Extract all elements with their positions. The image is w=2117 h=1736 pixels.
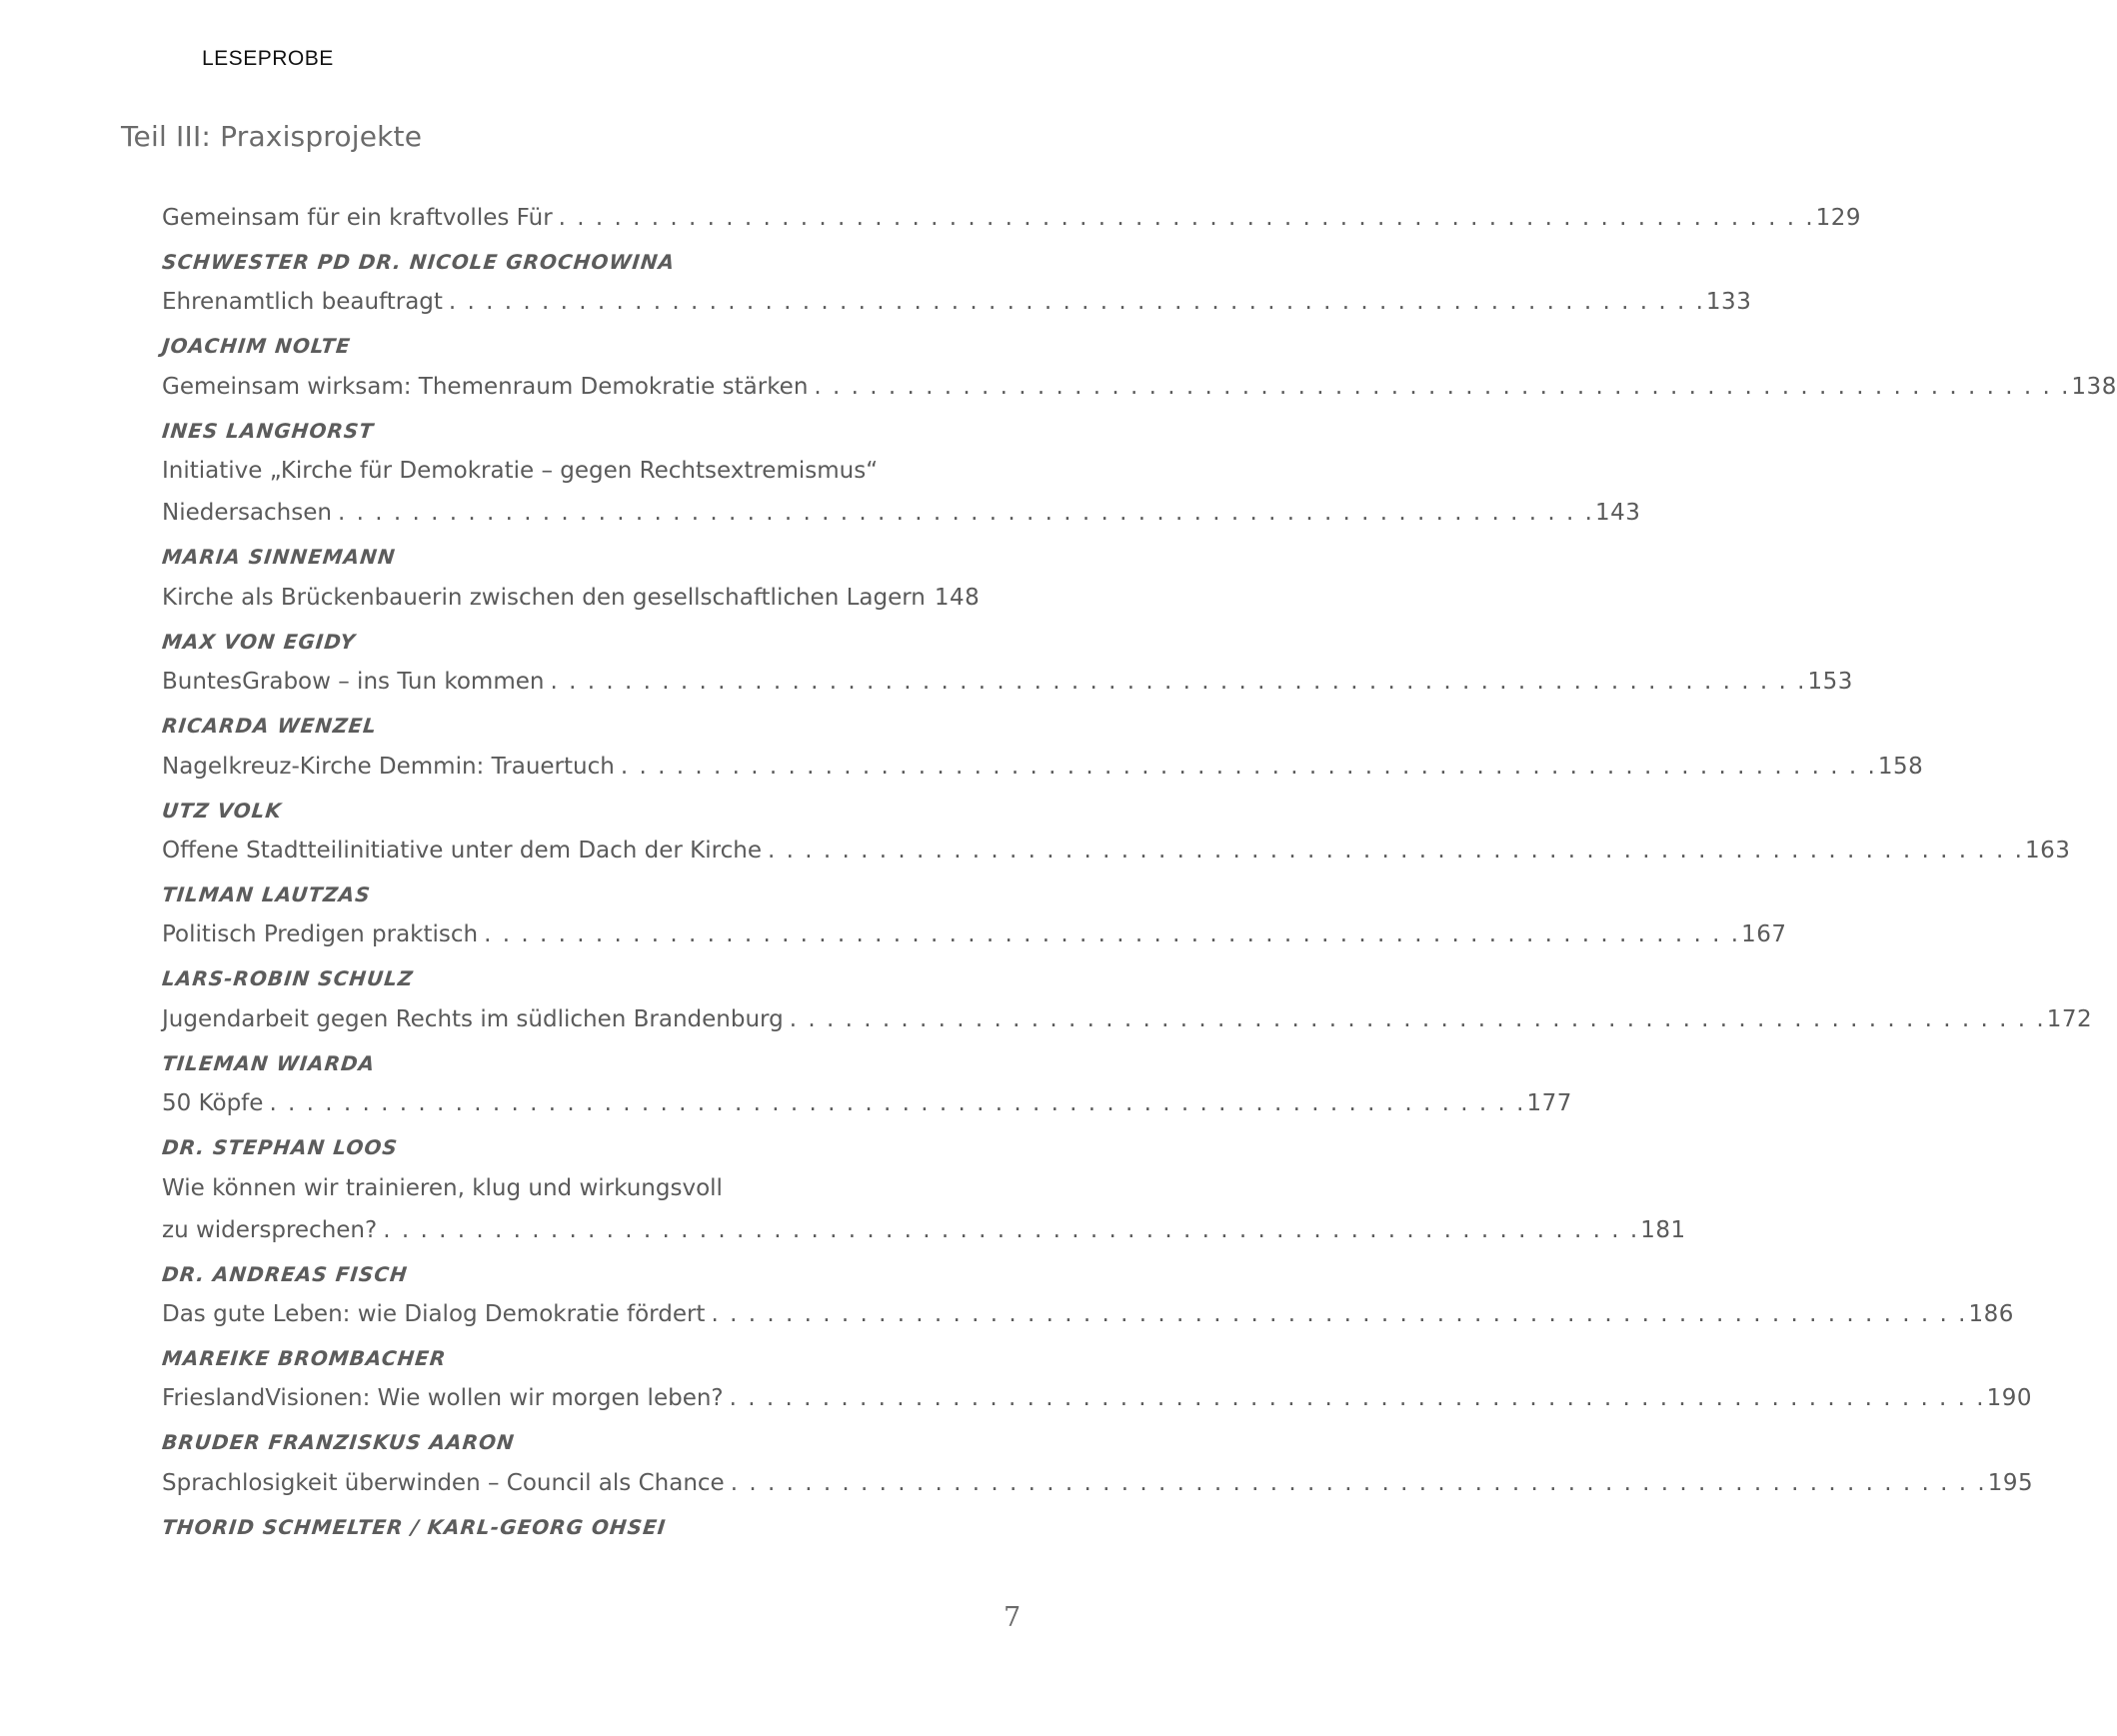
entry-title: Offene Stadtteilinitiative unter dem Dach der Kirche xyxy=(162,837,762,864)
entry-title: zu widersprechen? xyxy=(162,1216,378,1243)
entry-title: Sprachlosigkeit überwinden – Council als Chance xyxy=(162,1469,725,1496)
entry-author: MARIA SINNEMANN xyxy=(160,545,397,570)
leader-dots xyxy=(814,374,2068,400)
entry-author: INES LANGHORST xyxy=(160,418,376,443)
entry-title: Das gute Leben: wie Dialog Demokratie fördert xyxy=(162,1301,706,1328)
page-number: 7 xyxy=(1004,1602,1022,1633)
leader-dots xyxy=(621,754,1875,780)
leader-dots xyxy=(790,1006,2044,1032)
toc-entry[interactable] xyxy=(160,584,981,669)
leader-dots xyxy=(338,500,1592,526)
entry-page: 153 xyxy=(1807,669,1853,696)
leader-dots xyxy=(559,205,1813,231)
entry-page: 138 xyxy=(2071,373,2117,400)
entry-title: Ehrenamtlich beauftragt xyxy=(162,289,443,316)
entry-title-line1: Wie können wir trainieren, klug und wirkungsvoll xyxy=(162,1174,723,1201)
entry-author: UTZ VOLK xyxy=(160,798,284,823)
leader-dots xyxy=(383,1217,1637,1243)
entry-page: 195 xyxy=(1987,1469,2034,1496)
entry-author: SCHWESTER PD DR. NICOLE GROCHOWINA xyxy=(160,250,677,274)
entry-title: Nagelkreuz-Kirche Demmin: Trauertuch xyxy=(162,753,615,780)
leader-dots xyxy=(484,921,1738,947)
toc-entry[interactable] xyxy=(160,921,1787,1005)
entry-title: 50 Köpfe xyxy=(162,1090,264,1117)
entry-author: DR. STEPHAN LOOS xyxy=(160,1135,400,1160)
entry-page: 181 xyxy=(1640,1216,1686,1243)
entry-author: BRUDER FRANZISKUS AARON xyxy=(160,1430,517,1455)
entry-author: RICARDA WENZEL xyxy=(160,714,379,739)
leader-dots xyxy=(731,1470,1985,1496)
entry-page: 148 xyxy=(934,584,981,611)
leader-dots xyxy=(449,289,1703,315)
entry-title: FrieslandVisionen: Wie wollen wir morgen leben? xyxy=(162,1385,724,1412)
toc-entry[interactable] xyxy=(160,837,2071,921)
entry-page: 158 xyxy=(1877,753,1924,780)
leader-dots xyxy=(730,1385,1984,1411)
toc-entry[interactable] xyxy=(160,1301,2014,1385)
entry-author: THORID SCHMELTER / KARL-GEORG OHSEI xyxy=(160,1514,668,1539)
leseprobe-watermark: LESEPROBE xyxy=(202,47,334,70)
entry-author: TILMAN LAUTZAS xyxy=(160,881,372,906)
entry-author: MAX VON EGIDY xyxy=(160,629,358,654)
entry-page: 190 xyxy=(1986,1385,2033,1412)
entry-page: 163 xyxy=(2024,837,2071,864)
entry-page: 167 xyxy=(1741,921,1787,948)
entry-title: BuntesGrabow – ins Tun kommen xyxy=(162,669,545,696)
toc-entry[interactable] xyxy=(160,289,1752,373)
leader-dots xyxy=(768,838,2022,864)
leader-dots xyxy=(269,1090,1523,1116)
entry-title-line1: Initiative „Kirche für Demokratie – gegen Rechtsextremismus“ xyxy=(162,458,879,485)
entry-page: 177 xyxy=(1526,1090,1572,1117)
toc-entry[interactable] xyxy=(160,753,1924,838)
toc-entry[interactable] xyxy=(160,1005,2093,1090)
toc-entry[interactable] xyxy=(160,1090,1572,1174)
toc-entry[interactable] xyxy=(160,669,1853,753)
entry-title: Kirche als Brückenbauerin zwischen den gesellschaftlichen Lagern xyxy=(162,584,926,611)
entry-page: 186 xyxy=(1968,1301,2014,1328)
entry-title: Gemeinsam wirksam: Themenraum Demokratie stärken xyxy=(162,373,809,400)
leader-dots xyxy=(711,1301,1965,1327)
entry-author: LARS-ROBIN SCHULZ xyxy=(160,966,415,991)
toc-entry[interactable] xyxy=(160,1469,2034,1554)
entry-author: MAREIKE BROMBACHER xyxy=(160,1346,448,1371)
toc-entry[interactable] xyxy=(160,1385,2033,1469)
entry-title: Gemeinsam für ein kraftvolles Für xyxy=(162,205,553,231)
toc-entry[interactable] xyxy=(160,458,1641,585)
toc-entry[interactable] xyxy=(160,1174,1686,1302)
entry-title: Jugendarbeit gegen Rechts im südlichen Brandenburg xyxy=(162,1005,784,1032)
leader-dots xyxy=(550,669,1804,695)
entry-page: 143 xyxy=(1594,500,1641,527)
toc-entry[interactable] xyxy=(160,205,1862,289)
entry-author: TILEMAN WIARDA xyxy=(160,1050,377,1075)
entry-author: JOACHIM NOLTE xyxy=(160,334,352,359)
entry-title: Politisch Predigen praktisch xyxy=(162,921,479,948)
section-title: Teil III: Praxisprojekte xyxy=(121,120,423,153)
toc-entry[interactable] xyxy=(160,373,2117,458)
entry-author: DR. ANDREAS FISCH xyxy=(160,1261,410,1286)
entry-title: Niedersachsen xyxy=(162,500,332,527)
entry-page: 133 xyxy=(1705,289,1752,316)
entry-page: 129 xyxy=(1815,205,1862,231)
table-of-contents xyxy=(160,205,2117,1554)
entry-page: 172 xyxy=(2046,1005,2093,1032)
